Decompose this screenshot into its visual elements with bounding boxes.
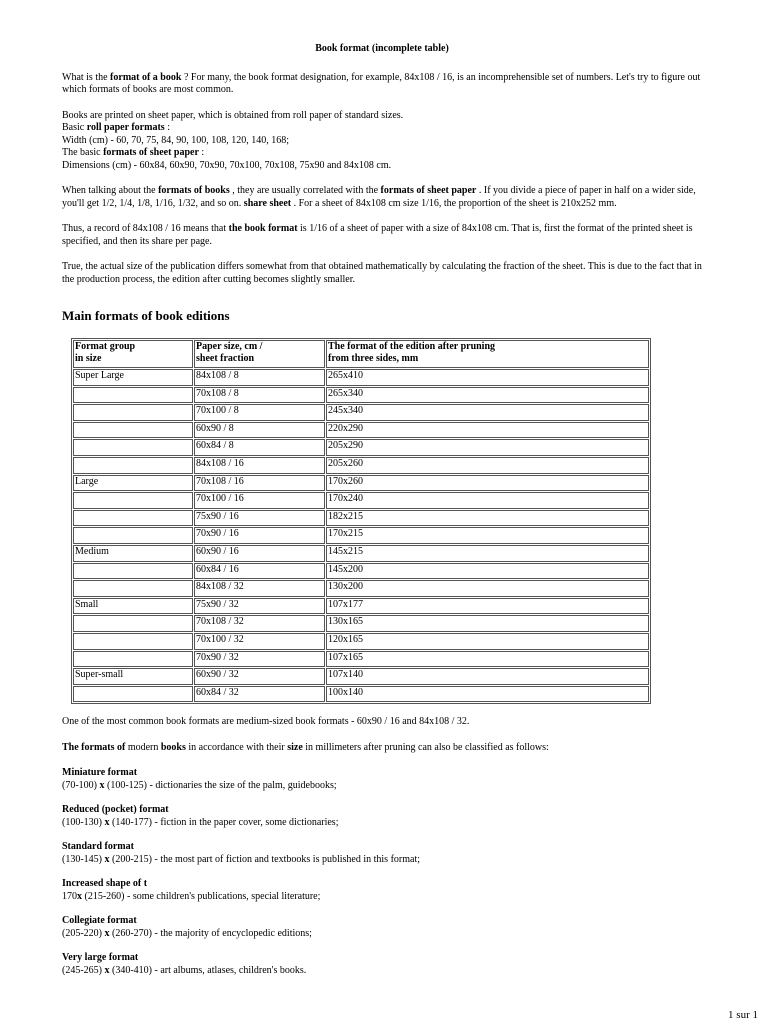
bold-text: roll paper formats: [86, 122, 165, 133]
paper-size-cell: 60x84 / 32: [194, 686, 325, 703]
format-description: [62, 817, 702, 830]
edition-format-cell: 265x410: [326, 369, 649, 386]
times-sign: x: [104, 853, 110, 865]
format-group-cell: [73, 404, 193, 421]
bold-text: formats of books: [158, 185, 230, 196]
paper-size-cell: 60x90 / 8: [194, 422, 325, 439]
paper-size-cell: 60x84 / 8: [194, 439, 325, 456]
intro-paragraph-5: True, the actual size of the publication differs somewhat from that obtained mathematically by calculating the fraction of the sheet. This is due to the fact that in the production process, the edition after cutting becomes slightly smaller.: [62, 261, 702, 285]
format-description: [62, 780, 702, 793]
format-group-cell: [73, 457, 193, 474]
times-sign: x: [104, 927, 110, 939]
text-line: Dimensions (cm) - 60x84, 60x90, 70x90, 70x100, 70x108, 75x90 and 84x108 cm.: [62, 159, 392, 171]
bold-text: formats of sheet paper: [380, 185, 477, 196]
times-sign: x: [77, 890, 82, 902]
format-name: Miniature format: [62, 767, 138, 779]
table-row: [73, 404, 649, 421]
edition-format-cell: 107x177: [326, 598, 649, 615]
header-line: in size: [75, 353, 102, 364]
format-group-cell: [73, 633, 193, 650]
times-sign: x: [104, 816, 110, 828]
format-group-cell: [73, 686, 193, 703]
format-description: [62, 965, 702, 978]
table-row: [73, 387, 649, 404]
format-entry: [62, 952, 702, 977]
text-run: . If you divide a piece of paper in half on a wider side, you'll get 1/2, 1/4, 1/8, 1/16, 1/32, and so on.: [62, 185, 696, 209]
edition-format-cell: 170x240: [326, 492, 649, 509]
edition-format-cell: 100x140: [326, 686, 649, 703]
edition-format-cell: 265x340: [326, 387, 649, 404]
text-run: (205-220): [62, 927, 105, 939]
intro-paragraph-4: [62, 223, 702, 248]
paper-size-cell: 84x108 / 32: [194, 580, 325, 597]
paper-size-cell: 70x100 / 8: [194, 404, 325, 421]
text-run: (130-145): [62, 853, 105, 865]
bold-text: formats of sheet paper: [103, 147, 199, 158]
header-line: sheet fraction: [196, 353, 255, 364]
format-name: Standard format: [62, 841, 134, 853]
times-sign: x: [104, 964, 110, 976]
table-row: [73, 633, 649, 650]
bold-text: the book format: [228, 223, 298, 234]
paper-size-cell: 70x90 / 32: [194, 651, 325, 668]
section-heading: Main formats of book editions: [62, 308, 230, 323]
paper-size-cell: 60x90 / 16: [194, 545, 325, 562]
edition-format-cell: 130x200: [326, 580, 649, 597]
table-row: [73, 686, 649, 703]
classification-intro: [62, 742, 702, 755]
text-run: :: [198, 147, 205, 158]
header-line: Format group: [75, 341, 136, 352]
text-run: . For a sheet of 84x108 cm size 1/16, the proportion of the sheet is 210x252 mm.: [291, 197, 617, 209]
paper-size-cell: 70x100 / 32: [194, 633, 325, 650]
table-row: [73, 439, 649, 456]
paper-size-cell: 70x100 / 16: [194, 492, 325, 509]
format-group-cell: [73, 527, 193, 544]
paper-size-cell: 84x108 / 16: [194, 457, 325, 474]
format-name: Reduced (pocket) format: [62, 804, 169, 816]
text-run: (200-215) - the most part of fiction and textbooks is published in this format;: [109, 853, 421, 865]
header-line: from three sides, mm: [328, 353, 419, 364]
text-run: When talking about the: [62, 185, 159, 196]
table-header-row: [73, 340, 649, 368]
times-sign: x: [99, 779, 105, 791]
intro-paragraph-2: [62, 110, 702, 173]
edition-format-cell: 170x260: [326, 475, 649, 492]
format-group-cell: Super Large: [73, 369, 193, 386]
text-run: ? For many, the book format designation, for example, 84x108 / 16, is an incomprehensible set of numbers. Let's try to figure out which formats of books are most common.: [62, 71, 701, 95]
format-group-cell: [73, 651, 193, 668]
table-row: [73, 668, 649, 685]
text-run: is 1/16 of a sheet of paper with a size of 84x108 cm. That is, first the format of the printed sheet is specified, and then its share per page.: [62, 223, 693, 247]
edition-format-cell: 220x290: [326, 422, 649, 439]
edition-format-cell: 182x215: [326, 510, 649, 527]
text-run: (70-100): [62, 779, 100, 791]
edition-format-cell: 130x165: [326, 615, 649, 632]
format-name: Increased shape of t: [62, 878, 148, 890]
table-row: [73, 475, 649, 492]
format-group-cell: [73, 422, 193, 439]
text-run: 170: [62, 890, 77, 902]
format-entry: [62, 767, 702, 792]
after-table-text: One of the most common book formats are medium-sized book formats - 60x90 / 16 and 84x108 / 32.: [62, 716, 470, 728]
text-run: The basic: [62, 147, 104, 158]
formats-list: [62, 767, 702, 977]
format-group-cell: Medium: [73, 545, 193, 562]
format-group-cell: Large: [73, 475, 193, 492]
edition-format-cell: 170x215: [326, 527, 649, 544]
format-group-cell: Super-small: [73, 668, 193, 685]
text-line: Width (cm) - 60, 70, 75, 84, 90, 100, 108, 120, 140, 168;: [62, 134, 290, 146]
table-row: [73, 369, 649, 386]
text-run: :: [164, 122, 170, 133]
table-row: [73, 651, 649, 668]
format-group-cell: [73, 615, 193, 632]
paper-size-cell: 70x108 / 8: [194, 387, 325, 404]
format-description: [62, 928, 702, 941]
format-entry: [62, 841, 702, 866]
edition-format-cell: 120x165: [326, 633, 649, 650]
header-line: Paper size, cm /: [196, 341, 263, 352]
paper-size-cell: 75x90 / 16: [194, 510, 325, 527]
edition-format-cell: 205x260: [326, 457, 649, 474]
table-row: [73, 492, 649, 509]
table-row: [73, 563, 649, 580]
table-row: [73, 598, 649, 615]
paper-size-cell: 60x84 / 16: [194, 563, 325, 580]
table-row: [73, 580, 649, 597]
format-group-cell: [73, 492, 193, 509]
bold-text: books: [160, 741, 186, 753]
table-row: [73, 615, 649, 632]
intro-paragraph-3: [62, 185, 702, 210]
bold-text: size: [287, 741, 303, 753]
format-entry: [62, 804, 702, 829]
header-cell-group: [73, 340, 193, 368]
format-entry: [62, 878, 702, 903]
page-number: 1 sur 1: [728, 1008, 758, 1021]
table-row: [73, 457, 649, 474]
text-run: Basic: [62, 122, 87, 133]
edition-format-cell: 245x340: [326, 404, 649, 421]
header-cell-edition: [326, 340, 649, 368]
edition-format-cell: 205x290: [326, 439, 649, 456]
table-body: [73, 369, 649, 702]
bold-text: share sheet: [243, 197, 292, 209]
edition-format-cell: 145x200: [326, 563, 649, 580]
table-row: [73, 545, 649, 562]
text-run: (100-130): [62, 816, 105, 828]
table-row: [73, 422, 649, 439]
book-formats-table: [71, 338, 651, 704]
table-row: [73, 510, 649, 527]
text-line: Books are printed on sheet paper, which is obtained from roll paper of standard sizes.: [62, 109, 404, 121]
header-cell-paper: [194, 340, 325, 368]
text-run: (260-270) - the majority of encyclopedic editions;: [109, 927, 312, 939]
bold-text: The formats of: [62, 741, 126, 753]
table-row: [73, 527, 649, 544]
text-run: (245-265): [62, 964, 105, 976]
text-run: in accordance with their: [185, 741, 288, 753]
text-run: , they are usually correlated with the: [229, 185, 381, 196]
paper-size-cell: 60x90 / 32: [194, 668, 325, 685]
text-run: (340-410) - art albums, atlases, children's books.: [109, 964, 307, 976]
format-description: [62, 854, 702, 867]
paper-size-cell: 70x108 / 16: [194, 475, 325, 492]
bold-text: format of a book: [110, 71, 182, 83]
format-group-cell: [73, 439, 193, 456]
text-run: Thus, a record of 84x108 / 16 means that: [62, 223, 229, 234]
text-run: (140-177) - fiction in the paper cover, some dictionaries;: [109, 816, 339, 828]
text-run: in millimeters after pruning can also be classified as follows:: [302, 741, 549, 753]
format-group-cell: [73, 580, 193, 597]
text-run: modern: [125, 741, 161, 753]
paper-size-cell: 75x90 / 32: [194, 598, 325, 615]
document-page: [62, 43, 702, 989]
text-run: What is the: [62, 71, 111, 83]
edition-format-cell: 107x140: [326, 668, 649, 685]
format-group-cell: Small: [73, 598, 193, 615]
intro-paragraph-1: [62, 72, 702, 97]
text-run: (215-260) - some children's publications, special literature;: [82, 890, 321, 902]
format-group-cell: [73, 563, 193, 580]
paper-size-cell: 84x108 / 8: [194, 369, 325, 386]
edition-format-cell: 145x215: [326, 545, 649, 562]
format-group-cell: [73, 387, 193, 404]
format-group-cell: [73, 510, 193, 527]
edition-format-cell: 107x165: [326, 651, 649, 668]
format-description: [62, 891, 702, 904]
text-run: (100-125) - dictionaries the size of the palm, guidebooks;: [104, 779, 337, 791]
header-line: The format of the edition after pruning: [328, 341, 496, 352]
format-name: Collegiate format: [62, 915, 137, 927]
format-name: Very large format: [62, 952, 139, 964]
paper-size-cell: 70x108 / 32: [194, 615, 325, 632]
paper-size-cell: 70x90 / 16: [194, 527, 325, 544]
format-entry: [62, 915, 702, 940]
document-title: Book format (incomplete table): [315, 43, 449, 54]
